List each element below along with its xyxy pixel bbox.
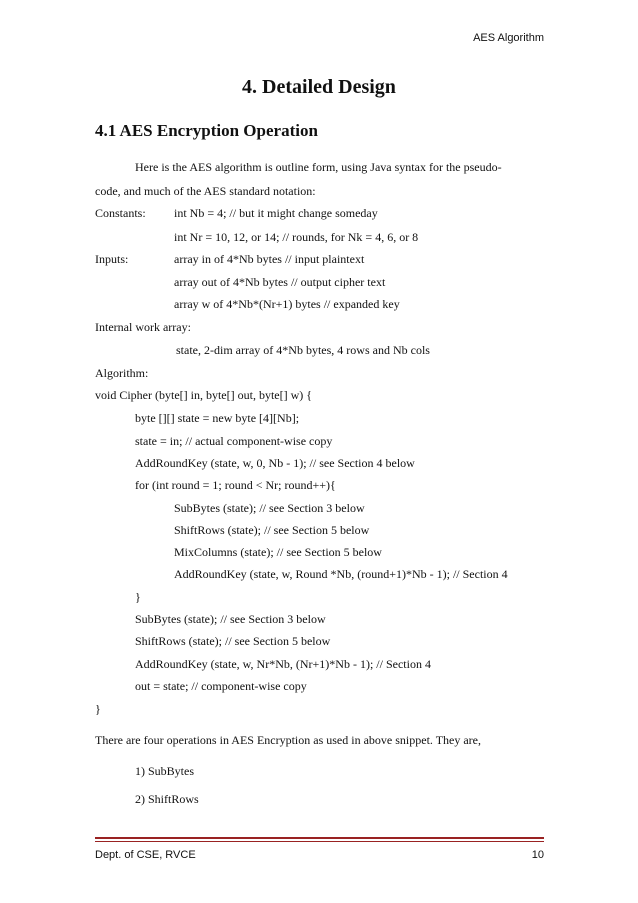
footer-department: Dept. of CSE, RVCE — [95, 849, 196, 861]
input-line: array out of 4*Nb bytes // output cipher text — [174, 275, 386, 289]
algorithm-label: Algorithm: — [95, 366, 149, 380]
internal-label: Internal work array: — [95, 320, 191, 334]
section-title: 4.1 AES Encryption Operation — [95, 121, 318, 140]
operation-item: 1) SubBytes — [135, 764, 195, 778]
footer-divider — [95, 837, 544, 839]
code-line: MixColumns (state); // see Section 5 below — [174, 545, 382, 559]
running-header: AES Algorithm — [473, 32, 544, 44]
constants-label: Constants: — [95, 206, 146, 220]
page-number: 10 — [531, 849, 544, 861]
input-line: array in of 4*Nb bytes // input plaintext — [174, 252, 365, 266]
code-line: AddRoundKey (state, w, 0, Nb - 1); // see Section 4 below — [135, 456, 415, 470]
operations-intro: There are four operations in AES Encryption as used in above snippet. They are, — [95, 733, 481, 747]
code-line: AddRoundKey (state, w, Nr*Nb, (Nr+1)*Nb - 1); // Section 4 — [135, 657, 431, 671]
code-line: ShiftRows (state); // see Section 5 below — [174, 523, 370, 537]
code-line: out = state; // component-wise copy — [135, 679, 307, 693]
footer-divider — [95, 841, 544, 842]
code-line: AddRoundKey (state, w, Round *Nb, (round+1)*Nb - 1); // Section 4 — [174, 567, 508, 581]
code-line: ShiftRows (state); // see Section 5 below — [135, 634, 331, 648]
chapter-title: 4. Detailed Design — [242, 76, 396, 98]
code-line: void Cipher (byte[] in, byte[] out, byte[] w) { — [95, 388, 313, 402]
constant-line: int Nr = 10, 12, or 14; // rounds, for Nk = 4, 6, or 8 — [174, 230, 419, 244]
inputs-label: Inputs: — [95, 252, 129, 266]
internal-line: state, 2-dim array of 4*Nb bytes, 4 rows and Nb cols — [176, 343, 430, 357]
code-line: byte [][] state = new byte [4][Nb]; — [135, 411, 300, 425]
code-line: SubBytes (state); // see Section 3 below — [135, 612, 326, 626]
code-line: for (int round = 1; round < Nr; round++){ — [135, 478, 336, 492]
code-line: } — [135, 590, 141, 604]
intro-line-2: code, and much of the AES standard notation: — [95, 184, 316, 198]
code-line: SubBytes (state); // see Section 3 below — [174, 501, 365, 515]
operation-item: 2) ShiftRows — [135, 792, 199, 806]
code-line: state = in; // actual component-wise copy — [135, 434, 333, 448]
intro-line-1: Here is the AES algorithm is outline form, using Java syntax for the pseudo- — [135, 160, 502, 174]
constant-line: int Nb = 4; // but it might change someday — [174, 206, 378, 220]
input-line: array w of 4*Nb*(Nr+1) bytes // expanded key — [174, 297, 400, 311]
code-line: } — [95, 702, 101, 716]
